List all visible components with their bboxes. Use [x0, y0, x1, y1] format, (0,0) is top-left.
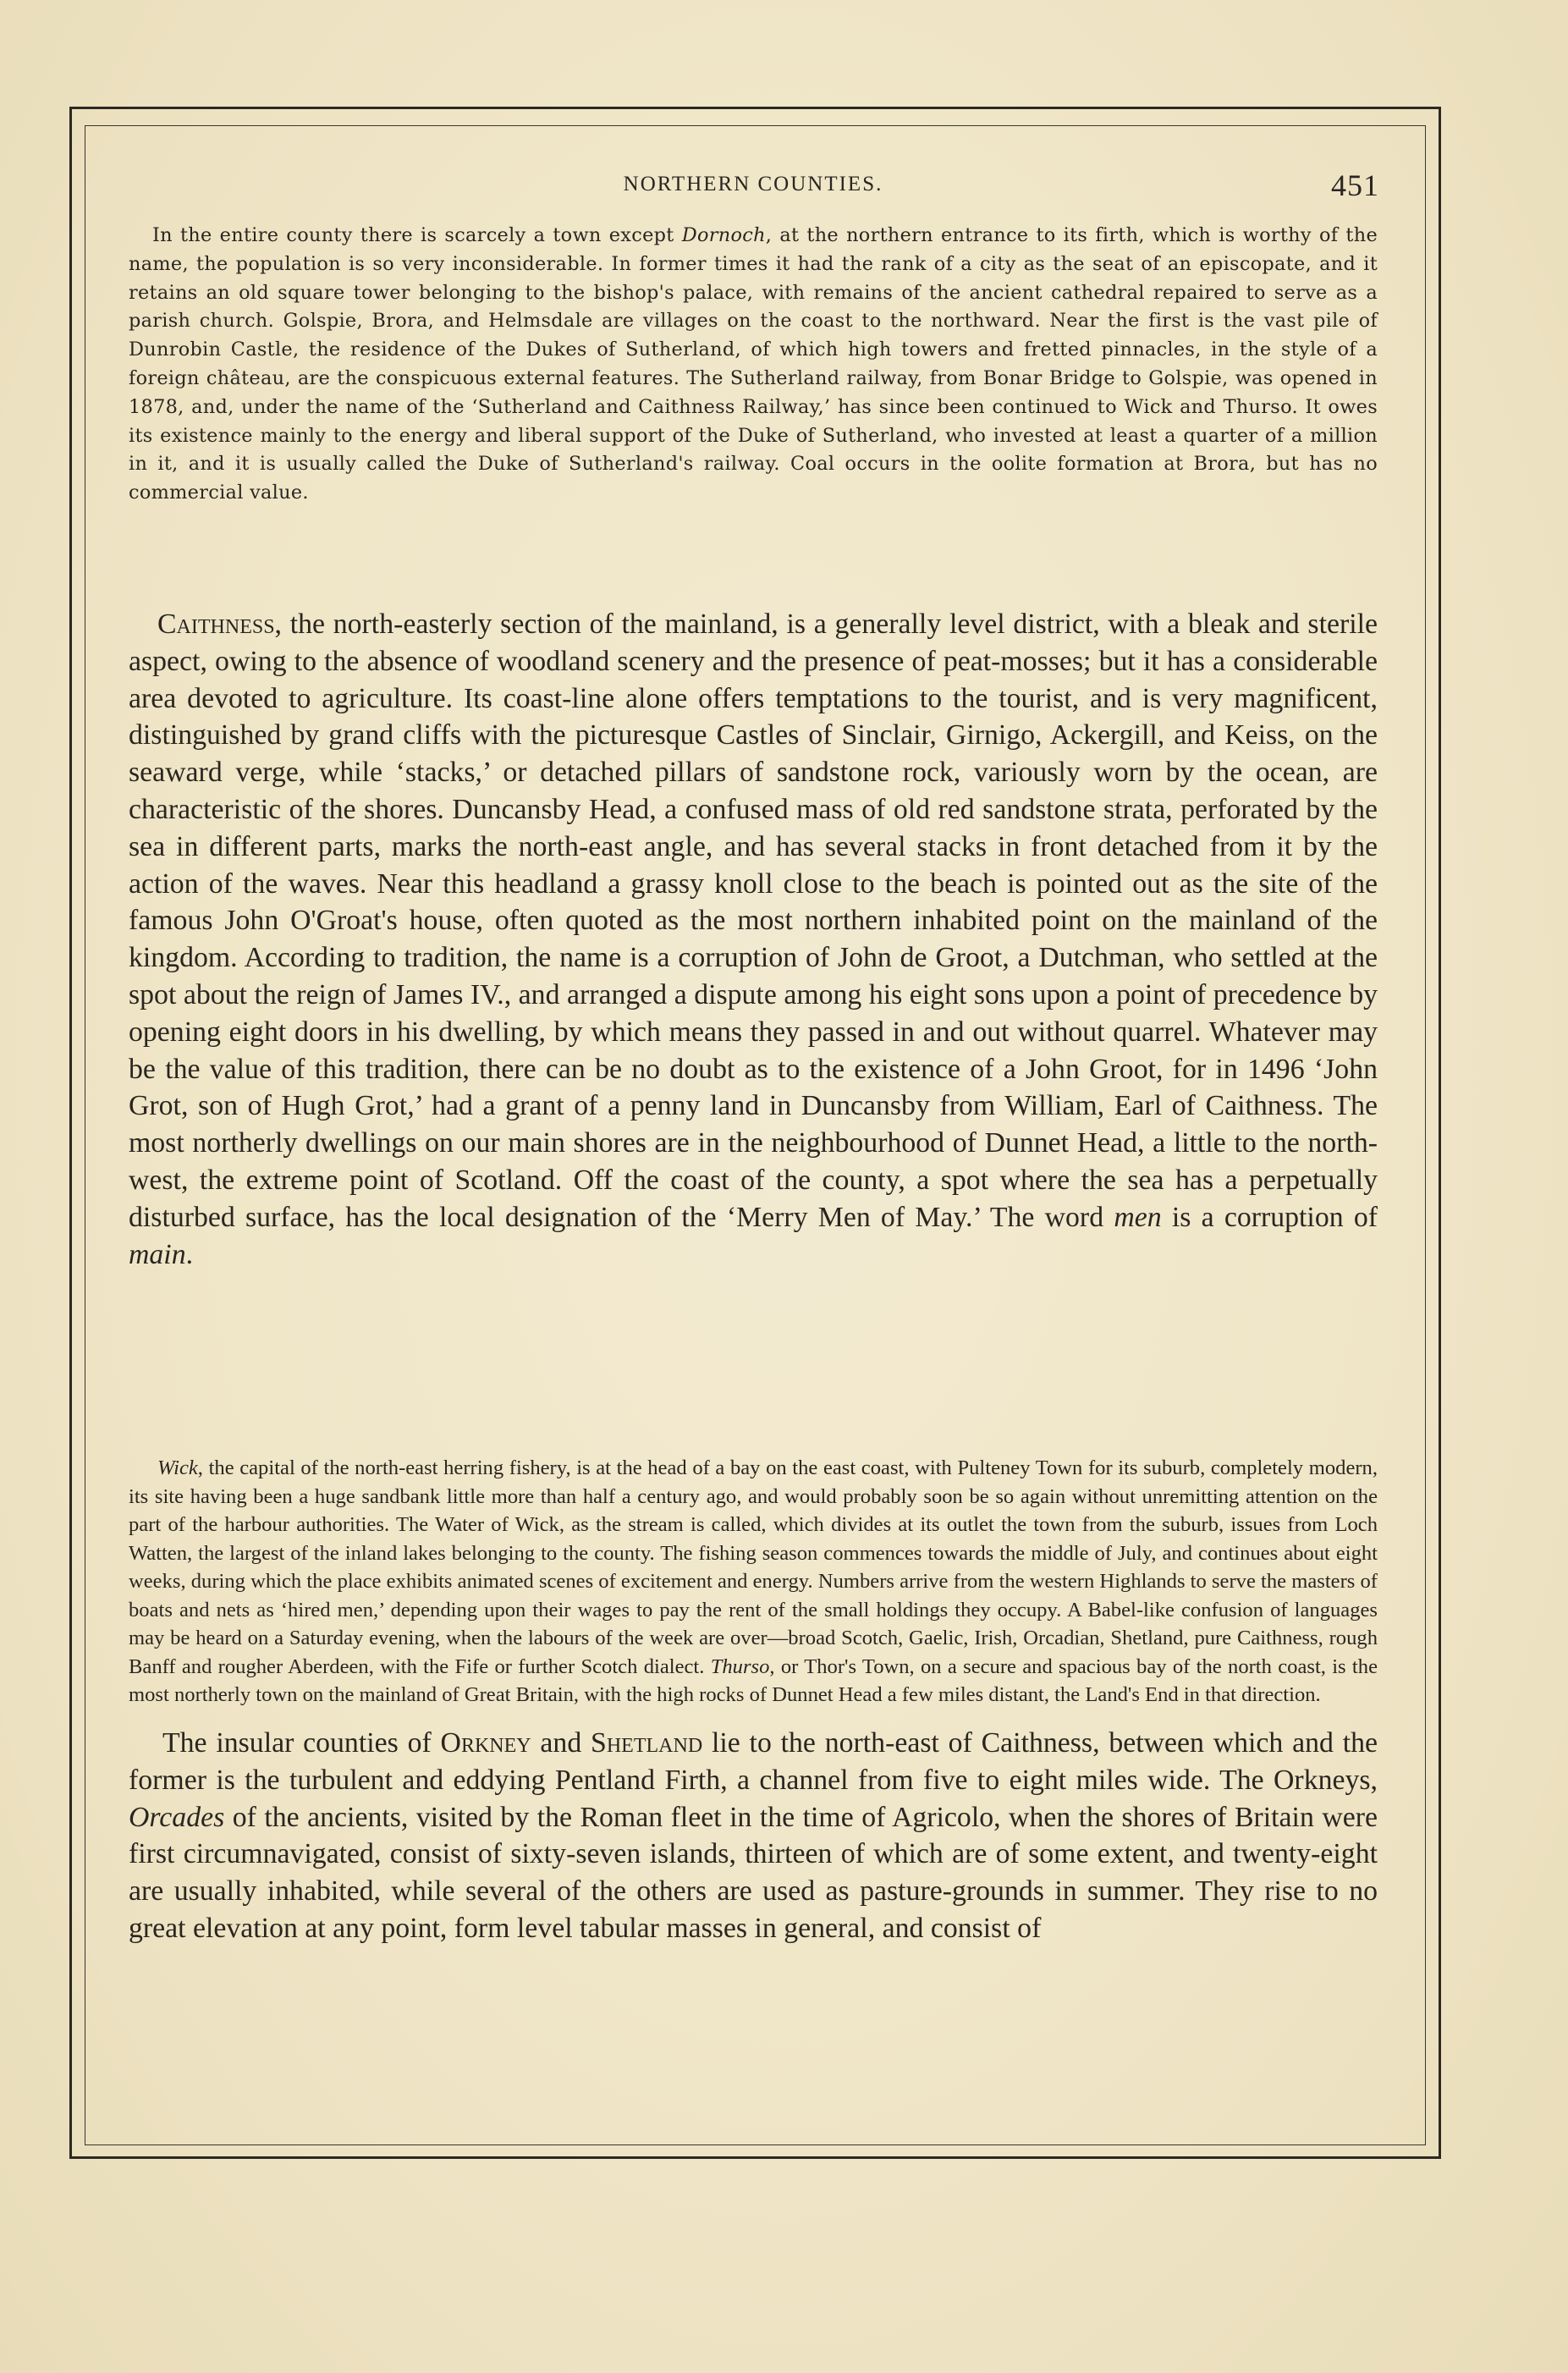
p2-italic-men: men	[1114, 1201, 1162, 1233]
page-header	[127, 168, 1379, 205]
p2-italic-main: main	[129, 1238, 186, 1270]
p1-text-before: In the entire county there is scarcely a town except	[152, 224, 682, 246]
paragraph-wick	[129, 1454, 1378, 1710]
paragraph-caithness	[129, 606, 1378, 1273]
p4-text-4: of the ancients, visited by the Roman fleet in the time of Agricolo, when the shores of Britain were first circumnavigated, consist of sixty-seven islands, thirteen of which are of some extent, and twenty-eight are usually inhabited, while several of the others are used as pasture-grounds in summer. They rise to no great elevation at any point, form level tabular masses in general, and consist of	[129, 1801, 1378, 1944]
p3-italic-thurso: Thurso	[710, 1654, 770, 1678]
paragraph-orkney-shetland	[129, 1725, 1378, 1947]
p2-text-middle: is a corruption of	[1161, 1201, 1378, 1233]
p4-text-3: lie to the north-east of Caithness, between which and the former is the turbulent and eddying Pentland Firth, a channel from five to eight miles wide. The Orkneys,	[129, 1727, 1378, 1796]
running-head: NORTHERN COUNTIES.	[623, 173, 883, 195]
p4-italic-orcades: Orcades	[129, 1801, 225, 1833]
p2-text-end: .	[185, 1238, 194, 1270]
p4-small-caps-shetland: Shetland	[591, 1727, 703, 1759]
p4-text-2: and	[531, 1727, 591, 1759]
p4-text-1: The insular counties of	[162, 1727, 441, 1759]
p2-text-main: , the north-easterly section of the mainland, is a generally level district, with a bleak and sterile aspect, owing to the absence of woodland scenery and the presence of peat-mosses; but it has a considerable area devoted to agriculture. Its coast-line alone offers temptations to the tourist, and is very magnificent, distinguished by grand cliffs with the picturesque Castles of Sinclair, Girnigo, Ackergill, and Keiss, on the seaward verge, while ‘stacks,’ or detached pillars of sandstone rock, variously worn by the ocean, are characteristic of the shores. Duncansby Head, a confused mass of old red sandstone strata, perforated by the sea in different parts, marks the north-east angle, and has several stacks in front detached from it by the action of the waves. Near this headland a grassy knoll close to the beach is pointed out as the site of the famous John O'Groat's house, often quoted as the most northern inhabited point on the mainland of the kingdom. According to tradition, the name is a corruption of John de Groot, a Dutchman, who settled at the spot about the reign of James IV., and arranged a dispute among his eight sons upon a point of precedence by opening eight doors in his dwelling, by which means they passed in and out without quarrel. Whatever may be the value of this tradition, there can be no doubt as to the existence of a John Groot, for in 1496 ‘John Grot, son of Hugh Grot,’ had a grant of a penny land in Duncansby from William, Earl of Caithness. The most northerly dwellings on our main shores are in the neighbourhood of Dunnet Head, a little to the north-west, the extreme point of Scotland. Off the coast of the county, a spot where the sea has a perpetually disturbed surface, has the local designation of the ‘Merry Men of May.’ The word	[129, 608, 1378, 1233]
p1-italic-dornoch: Dornoch	[681, 224, 766, 246]
p4-small-caps-orkney: Orkney	[440, 1727, 531, 1759]
p1-text-after: , at the northern entrance to its firth, which is worthy of the name, the population is so very inconsiderable. In former times it had the rank of a city as the seat of an episcopate, and it retains an old square tower belonging to the bishop's palace, with remains of the ancient cathedral repaired to serve as a parish church. Golspie, Brora, and Helmsdale are villages on the coast to the northward. Near the first is the vast pile of Dunrobin Castle, the residence of the Dukes of Sutherland, of which high towers and fretted pinnacles, in the style of a foreign château, are the conspicuous external features. The Sutherland railway, from Bonar Bridge to Golspie, was opened in 1878, and, under the name of the ‘Sutherland and Caithness Railway,’ has since been continued to Wick and Thurso. It owes its existence mainly to the energy and liberal support of the Duke of Sutherland, who invested at least a quarter of a million in it, and it is usually called the Duke of Sutherland's railway. Coal occurs in the oolite formation at Brora, but has no commercial value.	[129, 224, 1378, 504]
p2-lead-caithness: Caithness	[157, 608, 275, 640]
p3-text-end: , or Thor's Town, on a secure and spacious bay of the north coast, is the most northerly town on the mainland of Great Britain, with the high rocks of Dunnet Head a few miles distant, the Land's End in that direction.	[129, 1654, 1378, 1706]
p3-text-main: , the capital of the north-east herring fishery, is at the head of a bay on the east coast, with Pulteney Town for its suburb, completely modern, its site having been a huge sandbank little more than half a century ago, and would probably soon be so again without unremitting attention on the part of the harbour authorities. The Water of Wick, as the stream is called, which divides at its outlet the town from the suburb, issues from Loch Watten, the largest of the inland lakes belonging to the county. The fishing season commences towards the middle of July, and continues about eight weeks, during which the place exhibits animated scenes of excitement and energy. Numbers arrive from the western Highlands to serve the masters of boats and nets as ‘hired men,’ depending upon their wages to pay the rent of the small holdings they occupy. A Babel-like confusion of languages may be heard on a Saturday evening, when the labours of the week are over—broad Scotch, Gaelic, Irish, Orcadian, Shetland, pure Caithness, rough Banff and rougher Aberdeen, with the Fife or further Scotch dialect.	[129, 1456, 1378, 1678]
p3-italic-wick: Wick	[157, 1456, 198, 1479]
paragraph-sutherland-towns	[129, 222, 1378, 508]
page-number: 451	[1331, 168, 1379, 202]
